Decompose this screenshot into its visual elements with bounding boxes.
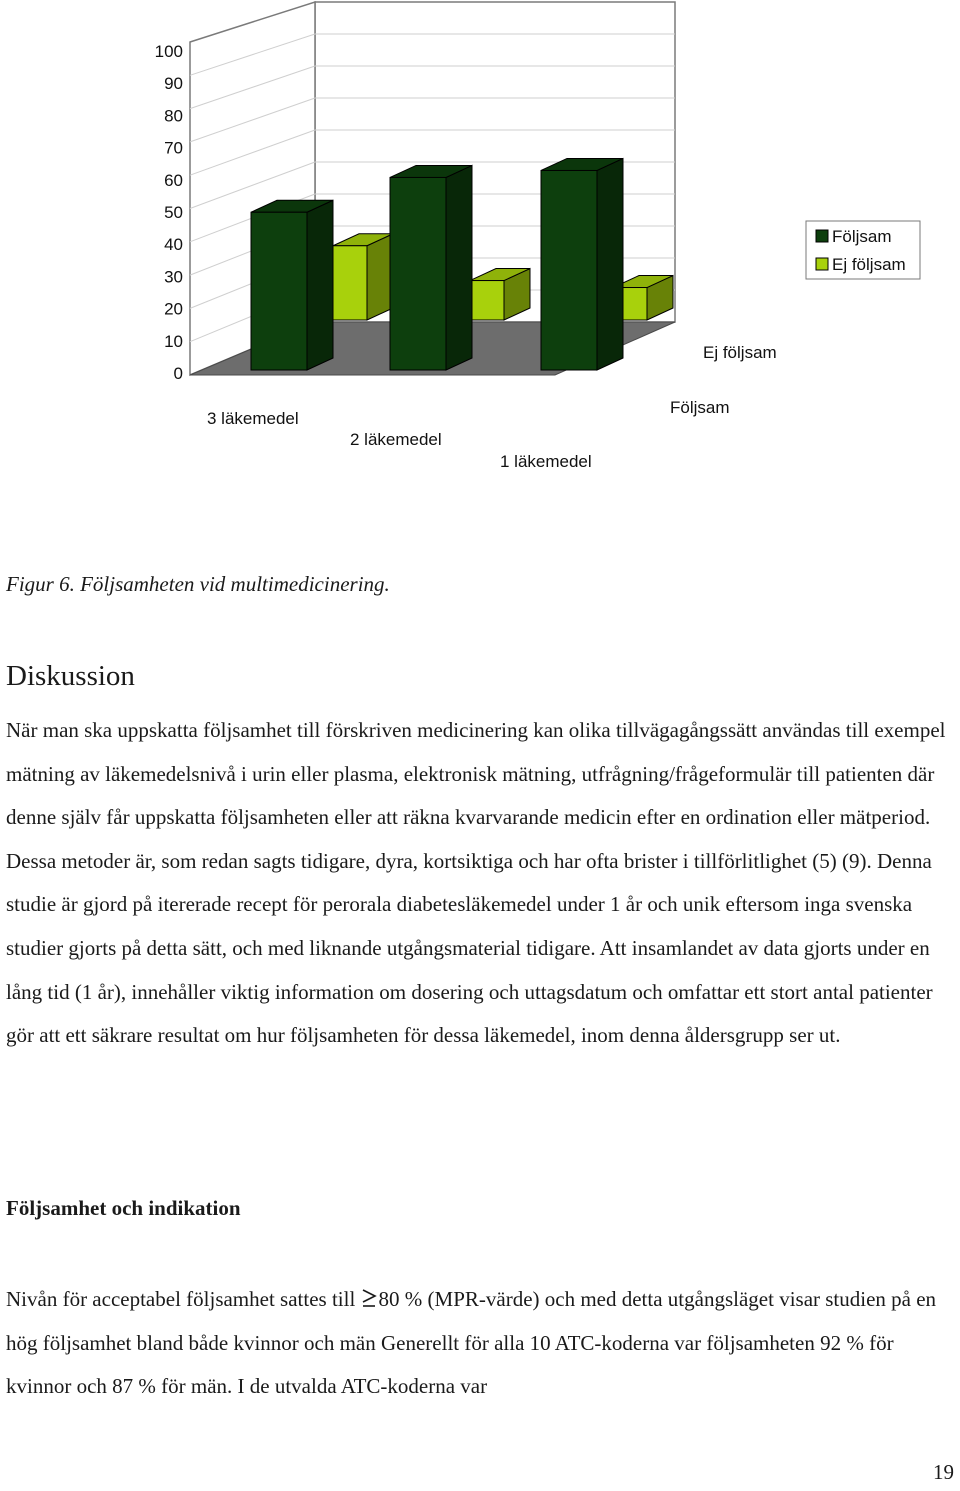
- greater-or-equal-symbol: [361, 1280, 377, 1300]
- legend-label-foljsam: Följsam: [832, 227, 892, 246]
- bar-side-face: [597, 158, 623, 370]
- depth-label-foljsam: Följsam: [670, 398, 730, 417]
- subsection-heading: Följsamhet och indikation: [6, 1196, 241, 1220]
- legend-label-ej-foljsam: Ej följsam: [832, 255, 906, 274]
- bar-side-face: [307, 200, 333, 370]
- bar-ej-foljsam-1: [333, 234, 393, 320]
- bar-foljsam-3: [541, 158, 623, 370]
- chart-legend: [806, 221, 920, 279]
- y-tick-label: 30: [164, 267, 183, 287]
- figure-caption: Figur 6. Följsamheten vid multimedicinering.: [6, 572, 390, 596]
- bar-side-face: [367, 234, 393, 320]
- y-tick-label: 40: [164, 235, 183, 255]
- category-label: 1 läkemedel: [500, 452, 592, 471]
- y-tick-label: 80: [164, 106, 183, 126]
- paragraph-start: Nivån för acceptabel följsamhet sattes till: [6, 1287, 361, 1311]
- y-tick-label: 20: [164, 299, 183, 319]
- legend-swatch-foljsam: [816, 230, 828, 242]
- bar-front-face: [333, 246, 367, 320]
- bar-foljsam-2: [390, 165, 472, 370]
- discussion-paragraph: När man ska uppskatta följsamhet till förskriven medicinering kan olika tillvägagångssätt användas till exempel mätning av läkemedelsnivå i urin eller plasma, elektronisk mätning, utfrågning/frågeformulär till patienten där denne själv får uppskatta följsamheten eller att räkna kvarvarande medicin efter en ordination eller mätperiod. Dessa metoder är, som redan sagts tidigare, dyra, kortsiktiga och har ofta brister i tillförlitlighet (5) (9). Denna studie är gjord på itererade recept för perorala diabetesläkemedel under 1 år och unik eftersom inga svenska studier gjorts på detta sätt, och med liknande utgångsmaterial tidigare. Att insamlandet av data gjorts under en lång tid (1 år), innehåller viktig information om dosering och uttagsdatum och omfattar ett stort antal patienter gör att ett säkrare resultat om hur följsamheten för dessa läkemedel, inom denna åldersgrupp ser ut.: [6, 718, 946, 1048]
- y-tick-label: 70: [164, 138, 183, 158]
- y-tick-label: 10: [164, 331, 183, 351]
- bar-front-face: [470, 281, 504, 320]
- section-heading: Diskussion: [6, 660, 135, 692]
- adherence-bar-chart: [0, 0, 960, 500]
- bar-foljsam-1: [251, 200, 333, 370]
- indication-paragraph: [6, 1278, 956, 1409]
- legend-swatch-ej-foljsam: [816, 258, 828, 270]
- y-tick-label: 100: [154, 42, 183, 61]
- category-label: 3 läkemedel: [207, 409, 299, 428]
- bar-front-face: [541, 170, 597, 370]
- page-number: 19: [933, 1460, 954, 1484]
- y-tick-label: 90: [164, 74, 183, 94]
- y-tick-label: 60: [164, 170, 183, 190]
- depth-label-ej-foljsam: Ej följsam: [703, 343, 777, 362]
- paragraph-rest: 80 % (MPR-värde) och med detta utgångsläget visar studien på en hög följsamhet bland både kvinnor och män Generellt för alla 10 ATC-koderna var följsamheten 92 % för kvinnor och 87 % för män. I de utvalda ATC-koderna var: [6, 1287, 937, 1399]
- category-label: 2 läkemedel: [350, 430, 442, 449]
- bar-front-face: [390, 177, 446, 370]
- bar-ej-foljsam-2: [470, 269, 530, 320]
- y-tick-label: 50: [164, 203, 183, 222]
- bar-front-face: [251, 212, 307, 370]
- category-labels: [207, 409, 592, 471]
- y-tick-label: 0: [173, 364, 183, 383]
- y-axis-ticks: [155, 42, 183, 383]
- bar-side-face: [446, 165, 472, 370]
